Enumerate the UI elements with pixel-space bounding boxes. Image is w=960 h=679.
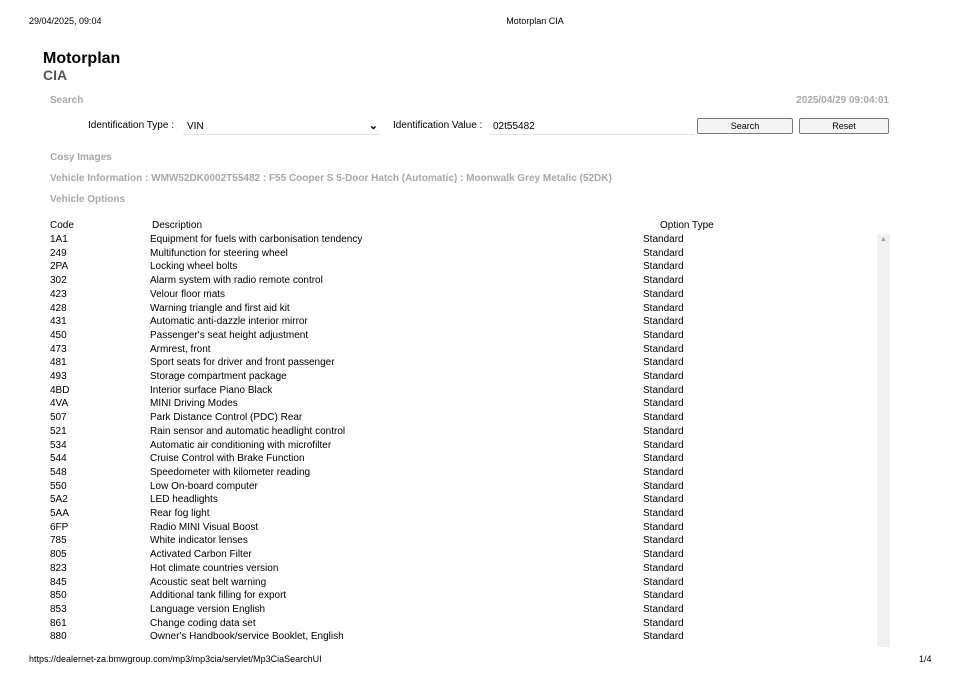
option-description: Interior surface Piano Black [150,384,273,396]
identification-value-input[interactable] [489,118,694,135]
table-row [0,397,870,411]
option-description: Equipment for fuels with carbonisation tendency [150,234,363,245]
option-description: Radio MINI Visual Boost [150,521,259,533]
table-row [0,343,870,357]
option-description: Change coding data set [150,617,256,629]
table-row [0,288,870,302]
table-row [0,274,870,288]
option-code: 548 [50,466,67,478]
option-code: 521 [50,425,67,437]
table-row [0,411,870,425]
option-type: Standard [643,247,684,259]
option-type: Standard [643,562,684,574]
option-type: Standard [643,343,684,355]
option-type: Standard [643,302,684,314]
option-description: Low On-board computer [150,480,258,492]
table-row [0,329,870,343]
option-description: Sport seats for driver and front passenger [150,357,335,369]
option-description: Rear fog light [150,508,210,519]
option-code: 785 [50,535,67,547]
table-row [0,507,870,521]
option-code: 550 [50,480,67,492]
option-code: 845 [50,576,67,588]
option-type: Standard [643,439,684,451]
option-code: 850 [50,590,67,602]
option-type: Standard [643,275,684,287]
chevron-down-icon: ⌄ [368,120,378,132]
option-code: 249 [50,247,67,259]
option-type: Standard [643,261,684,273]
option-description: Acoustic seat belt warning [150,576,267,588]
option-code: 823 [50,562,67,574]
option-description: Additional tank filling for export [150,590,287,602]
option-type: Standard [643,329,684,341]
search-heading: Search [50,95,84,106]
table-row [0,439,870,453]
option-type: Standard [643,234,684,245]
option-code: 805 [50,549,67,561]
option-description: Storage compartment package [150,371,287,382]
identification-value-label: Identification Value : [393,120,483,131]
identification-type-select[interactable] [183,118,380,135]
option-code: 544 [50,453,67,465]
table-row [0,302,870,316]
table-row [0,233,870,247]
option-code: 853 [50,603,67,615]
table-row [0,370,870,384]
table-row [0,356,870,370]
column-header-description: Description [152,220,203,231]
option-description: White indicator lenses [150,535,248,547]
option-code: 5AA [50,508,69,519]
table-row [0,534,870,548]
table-row [0,617,870,631]
table-row [0,562,870,576]
option-type: Standard [643,466,684,478]
option-description: Velour floor mats [150,288,226,300]
table-row [0,630,870,644]
option-type: Standard [643,494,684,506]
option-code: 534 [50,439,67,451]
vehicle-information-heading: Vehicle Information : WMW52DK0002T55482 : F55 Cooper S 5-Door Hatch (Automatic) : Moonwalk Grey Metalic (52DK) [50,173,612,184]
option-description: Automatic air conditioning with microfilter [150,439,332,451]
option-type: Standard [643,357,684,369]
option-code: 450 [50,329,67,341]
identification-type-value: VIN [187,121,204,132]
vehicle-options-heading: Vehicle Options [50,194,126,205]
print-page-number: 1/4 [919,654,932,664]
table-row [0,315,870,329]
option-type: Standard [643,288,684,300]
option-type: Standard [643,535,684,547]
option-type: Standard [643,398,684,410]
scroll-up-arrow-icon[interactable]: ▲ [880,236,887,243]
option-code: 481 [50,357,67,369]
table-row [0,466,870,480]
table-scrollbar[interactable] [877,234,890,647]
option-type: Standard [643,316,684,328]
option-type: Standard [643,412,684,424]
print-title: Motorplan CIA [506,16,564,26]
option-type: Standard [643,521,684,533]
column-header-code: Code [50,220,74,231]
search-button[interactable]: Search [697,118,793,134]
option-description: Automatic anti-dazzle interior mirror [150,316,308,328]
option-type: Standard [643,617,684,629]
table-row [0,480,870,494]
table-row [0,493,870,507]
identification-type-label: Identification Type : [88,120,174,131]
option-type: Standard [643,384,684,396]
table-row [0,603,870,617]
option-type: Standard [643,576,684,588]
option-description: Armrest, front [150,343,211,355]
option-type: Standard [643,549,684,561]
option-code: 423 [50,288,67,300]
option-description: Rain sensor and automatic headlight control [150,425,346,437]
option-type: Standard [643,631,684,643]
option-description: Alarm system with radio remote control [150,275,323,287]
option-code: 1A1 [50,234,68,245]
print-header [0,16,960,30]
option-code: 428 [50,302,67,314]
option-description: Cruise Control with Brake Function [150,453,305,465]
option-code: 880 [50,631,67,643]
option-type: Standard [643,480,684,492]
option-code: 5A2 [50,494,68,506]
option-code: 4BD [50,384,70,396]
option-description: MINI Driving Modes [150,398,238,410]
option-code: 473 [50,343,67,355]
table-row [0,452,870,466]
app-title: Motorplan [43,50,121,67]
table-row [0,247,870,261]
cosy-images-heading[interactable]: Cosy Images [50,152,112,163]
table-row [0,589,870,603]
option-type: Standard [643,425,684,437]
search-timestamp: 2025/04/29 09:04:01 [796,95,889,106]
option-description: Speedometer with kilometer reading [150,466,311,478]
option-description: Passenger's seat height adjustment [150,329,309,341]
option-type: Standard [643,508,684,519]
app-subtitle: CIA [43,67,68,83]
option-description: Hot climate countries version [150,562,279,574]
table-row [0,521,870,535]
option-code: 4VA [50,398,69,410]
search-form [0,118,960,136]
option-code: 861 [50,617,67,629]
print-url: https://dealernet-za.bmwgroup.com/mp3/mp3cia/servlet/Mp3CiaSearchUI [29,654,322,664]
option-description: Warning triangle and first aid kit [150,302,290,314]
table-row [0,576,870,590]
column-header-option-type: Option Type [660,220,714,231]
option-description: Park Distance Control (PDC) Rear [150,412,303,424]
table-row [0,548,870,562]
option-code: 2PA [50,261,69,273]
option-code: 6FP [50,521,69,533]
option-description: Language version English [150,603,266,615]
table-row [0,384,870,398]
option-description: Locking wheel bolts [150,261,238,273]
option-description: Owner's Handbook/service Booklet, English [150,631,344,643]
option-description: Activated Carbon Filter [150,549,252,561]
option-code: 431 [50,316,67,328]
option-code: 507 [50,412,67,424]
option-description: Multifunction for steering wheel [150,247,288,259]
option-code: 493 [50,371,67,382]
reset-button[interactable]: Reset [799,118,889,134]
print-datetime: 29/04/2025, 09:04 [29,16,102,26]
option-type: Standard [643,371,684,382]
option-type: Standard [643,453,684,465]
option-description: LED headlights [150,494,218,506]
option-type: Standard [643,590,684,602]
table-row [0,260,870,274]
option-type: Standard [643,603,684,615]
table-row [0,425,870,439]
option-code: 302 [50,275,67,287]
